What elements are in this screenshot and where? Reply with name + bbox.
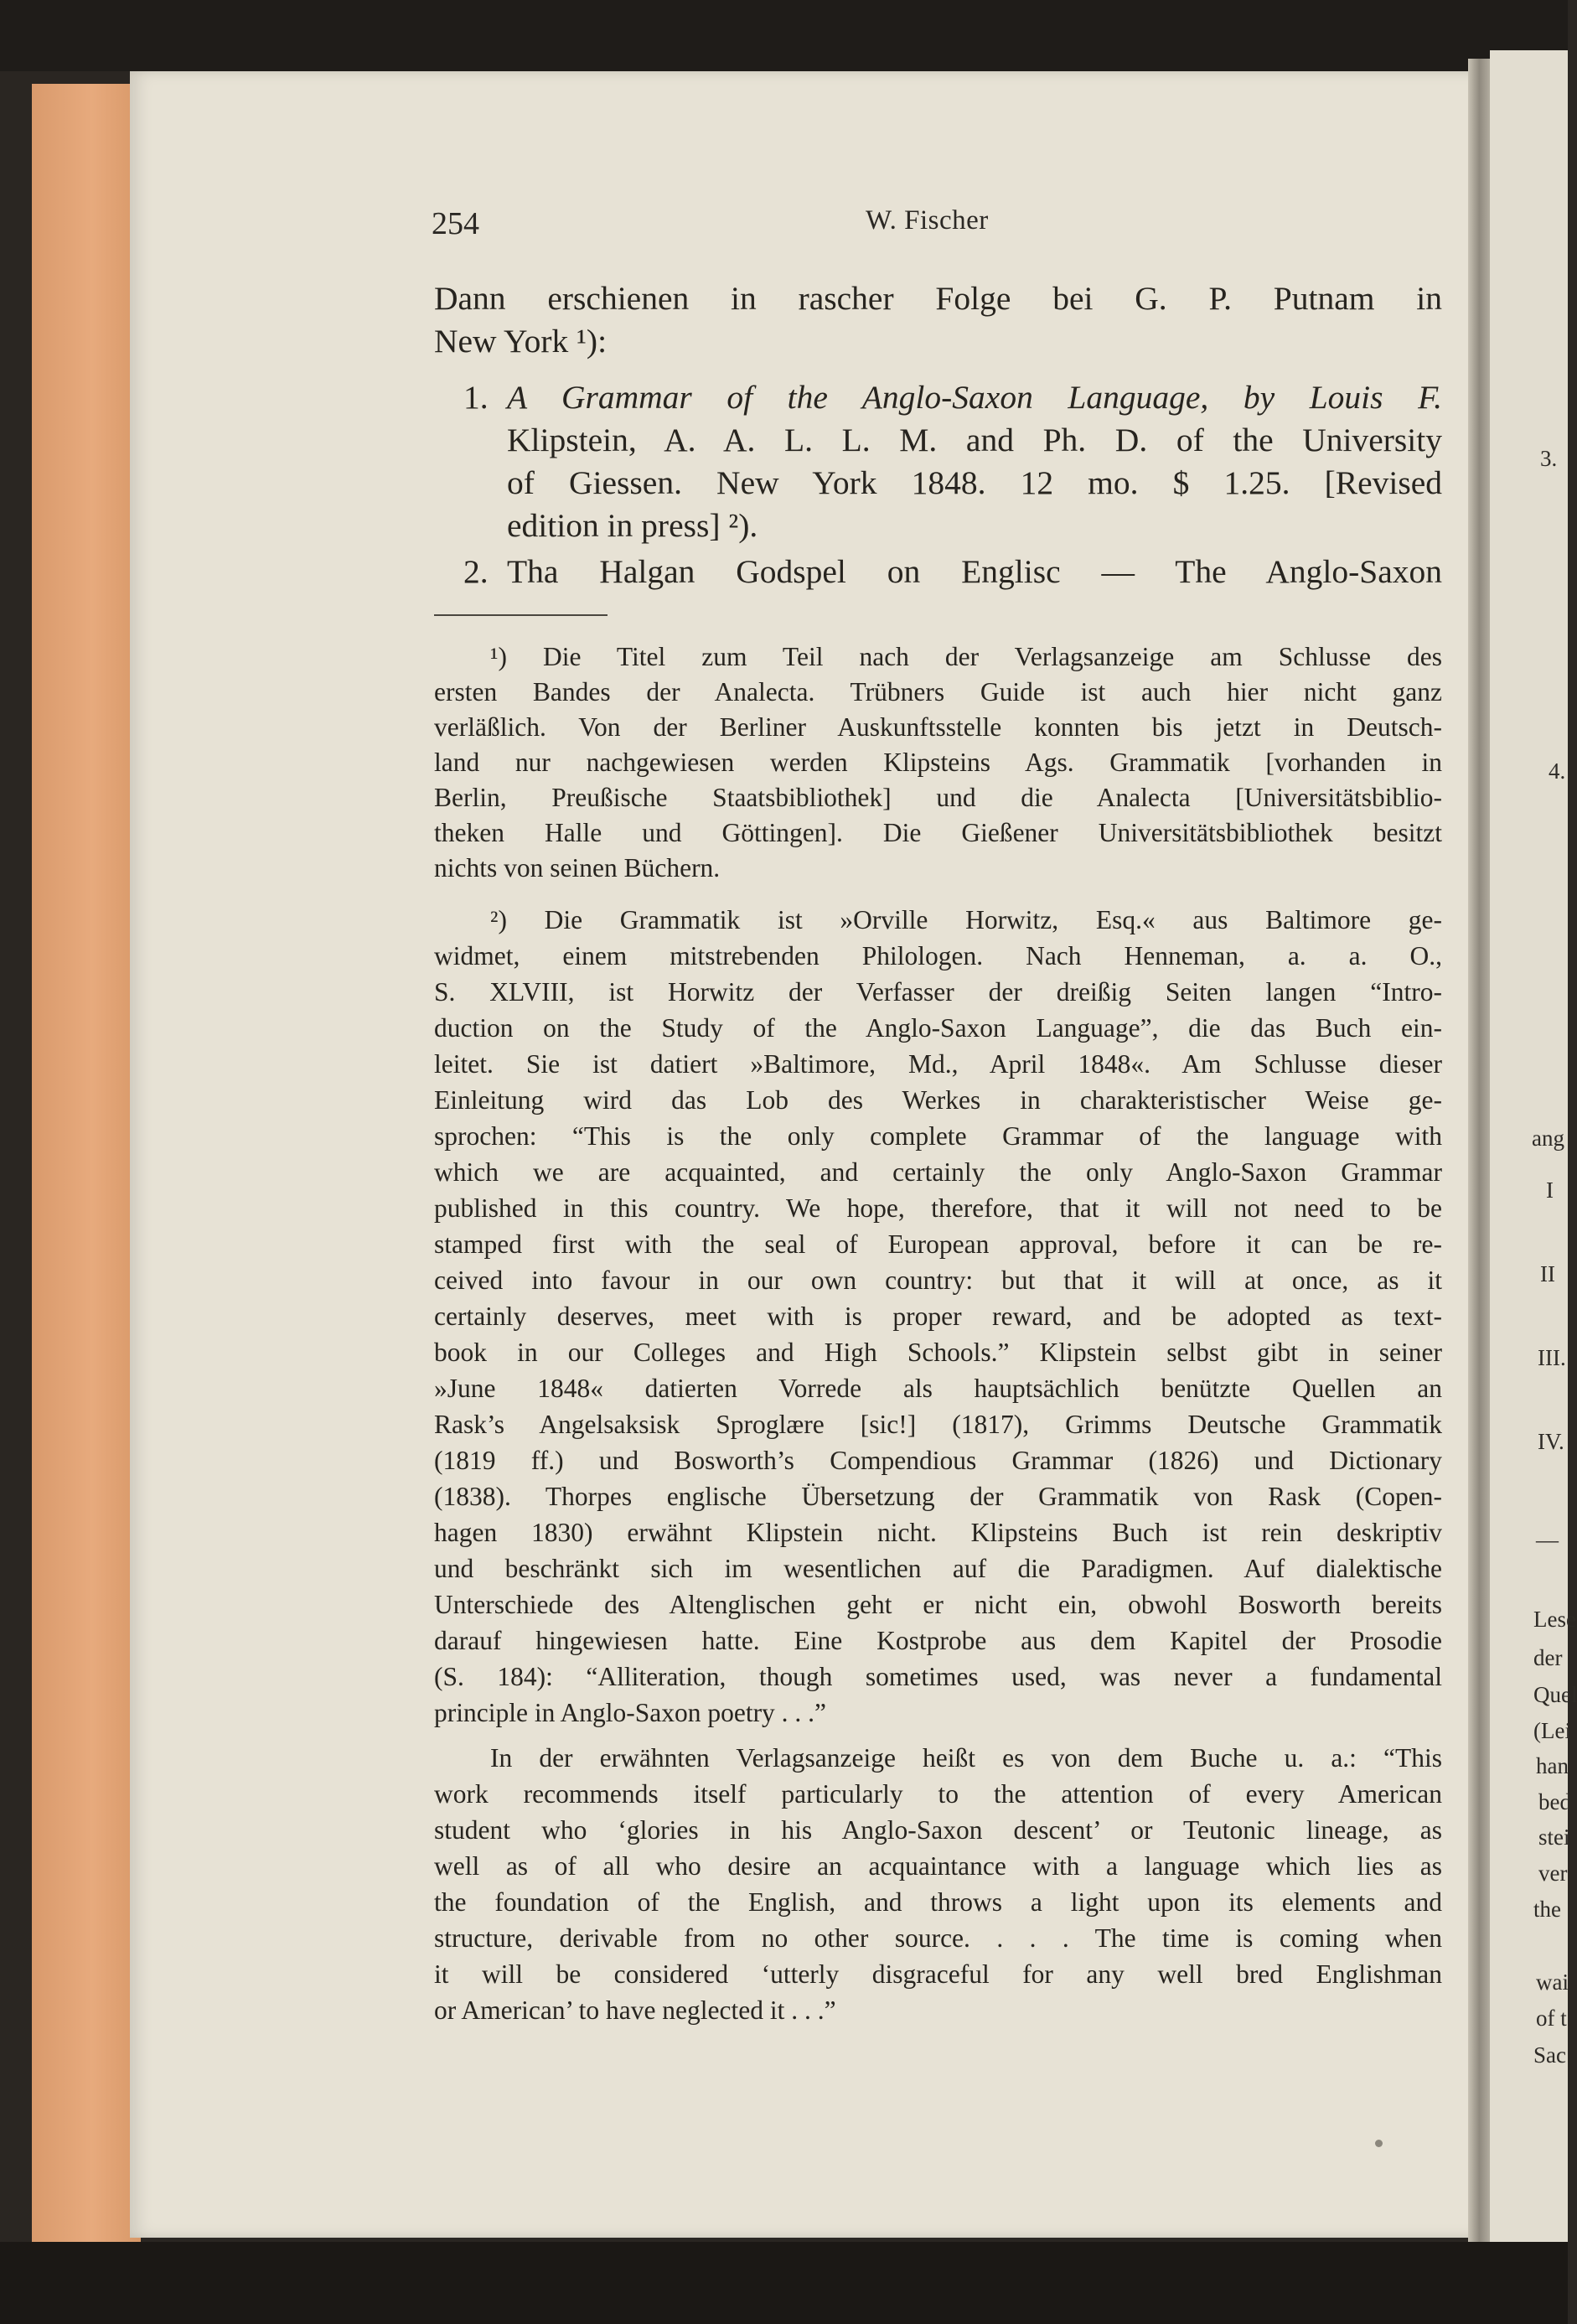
footnote-line: work recommends itself particularly to the attention of every American (434, 1779, 1442, 1809)
footnote-line: sprochen: “This is the only complete Grammar of the language with (434, 1121, 1442, 1151)
footnote-line: Berlin, Preußische Staatsbibliothek] und die Analecta [Universitätsbiblio- (434, 783, 1442, 812)
footnote-line: widmet, einem mitstrebenden Philologen. Nach Henneman, a. a. O., (434, 941, 1442, 970)
list-item-number: 2. (463, 553, 489, 590)
adjacent-page-fragment: ver (1538, 1861, 1568, 1886)
running-head: W. Fischer (866, 205, 989, 236)
adjacent-page-fragment: — (1536, 1527, 1559, 1552)
footnote-line: theken Halle und Göttingen]. Die Gießener Universitätsbibliothek besitzt (434, 818, 1442, 847)
footnote-line: principle in Anglo-Saxon poetry . . .” (434, 1698, 827, 1727)
footnote-line: leitet. Sie ist datiert »Baltimore, Md., April 1848«. Am Schlusse dieser (434, 1049, 1442, 1079)
footnote-line: (S. 184): “Alliteration, though sometimes used, was never a fundamental (434, 1662, 1442, 1691)
adjacent-page-fragment: I (1546, 1178, 1554, 1203)
footnote-line: the foundation of the English, and throws a light upon its elements and (434, 1887, 1442, 1917)
adjacent-page-fragment: IV. (1538, 1429, 1564, 1454)
list-item-line: edition in press] ²). (507, 507, 758, 544)
footnote-line: stamped first with the seal of European approval, before it can be re- (434, 1229, 1442, 1259)
footnote-line: ¹) Die Titel zum Teil nach der Verlagsanzeige am Schlusse des (490, 642, 1442, 671)
footnote-line: Einleitung wird das Lob des Werkes in charakteristischer Weise ge- (434, 1085, 1442, 1115)
adjacent-page-fragment: bed (1538, 1789, 1571, 1814)
footnote-line: (1819 ff.) und Bosworth’s Compendious Grammar (1826) und Dictionary (434, 1446, 1442, 1475)
footnote-line: »June 1848« datierten Vorrede als hauptsächlich benützte Quellen an (434, 1374, 1442, 1403)
footnote-line: ceived into favour in our own country: but that it will at once, as it (434, 1266, 1442, 1295)
body-line: New York ¹): (434, 323, 608, 360)
footnote-line: Rask’s Angelsaksisk Sproglære [sic!] (1817), Grimms Deutsche Grammatik (434, 1410, 1442, 1439)
list-item-line: of Giessen. New York 1848. 12 mo. $ 1.25. [Revised (507, 464, 1442, 501)
adjacent-page-fragment: Sac (1533, 2042, 1566, 2068)
adjacent-page-fragment: 4. (1549, 758, 1566, 784)
footnote-line: structure, derivable from no other source. . . . The time is coming when (434, 1923, 1442, 1953)
footnote-line: In der erwähnten Verlagsanzeige heißt es von dem Buche u. a.: “This (490, 1743, 1442, 1773)
footnote-line: well as of all who desire an acquaintance with a language which lies as (434, 1851, 1442, 1881)
adjacent-page-fragment: (Lei (1533, 1718, 1571, 1743)
adjacent-page-fragment: Quel (1533, 1682, 1577, 1707)
footnote-line: Unterschiede des Altenglischen geht er nicht ein, obwohl Bosworth bereits (434, 1590, 1442, 1619)
adjacent-page-fragment: stei (1538, 1825, 1570, 1850)
adjacent-page-fragment: ang (1532, 1126, 1564, 1151)
footnote-line: certainly deserves, meet with is proper reward, and be adopted as text- (434, 1302, 1442, 1331)
footnote-line: ²) Die Grammatik ist »Orville Horwitz, Esq.« aus Baltimore ge- (490, 905, 1442, 934)
footnote-line: nichts von seinen Büchern. (434, 853, 721, 882)
footnote-line: published in this country. We hope, therefore, that it will not need to be (434, 1193, 1442, 1223)
footnote-line: duction on the Study of the Anglo-Saxon Language”, die das Buch ein- (434, 1013, 1442, 1043)
footnote-line: (1838). Thorpes englische Übersetzung der Grammatik von Rask (Copen- (434, 1482, 1442, 1511)
book-cover-edge (32, 84, 141, 2248)
footnote-line: it will be considered ‘utterly disgraceful for any well bred Englishman (434, 1959, 1442, 1989)
page-speck (1375, 2140, 1383, 2147)
adjacent-page-fragment: 3. (1540, 446, 1558, 471)
body-line: Dann erschienen in rascher Folge bei G. P. Putnam in (434, 280, 1442, 317)
footnote-line: und beschränkt sich im wesentlichen auf die Paradigmen. Auf dialektische (434, 1554, 1442, 1583)
adjacent-page-fragment: der (1533, 1645, 1563, 1670)
footnote-rule (434, 614, 608, 616)
page-number: 254 (432, 206, 479, 241)
adjacent-page-fragment: of t (1536, 2006, 1567, 2031)
footnote-line: ersten Bandes der Analecta. Trübners Guide ist auch hier nicht ganz (434, 677, 1442, 707)
footnote-line: land nur nachgewiesen werden Klipsteins Ags. Grammatik [vorhanden in (434, 748, 1442, 777)
scanner-bed-bottom (0, 2242, 1568, 2324)
footnote-line: book in our Colleges and High Schools.” Klipstein selbst gibt in seiner (434, 1338, 1442, 1367)
scanner-bed-top (0, 0, 1568, 71)
adjacent-page-fragment: wai (1536, 1969, 1569, 1995)
list-item-line: Klipstein, A. A. L. L. M. and Ph. D. of the University (507, 422, 1442, 458)
adjacent-page-fragment: han (1536, 1753, 1569, 1778)
adjacent-page (1490, 50, 1577, 2246)
footnote-line: darauf hingewiesen hatte. Eine Kostprobe aus dem Kapitel der Prosodie (434, 1626, 1442, 1655)
footnote-line: or American’ to have neglected it . . .” (434, 1995, 836, 2025)
footnote-line: hagen 1830) erwähnt Klipstein nicht. Klipsteins Buch ist rein deskriptiv (434, 1518, 1442, 1547)
list-item-line: A Grammar of the Anglo-Saxon Language, by Louis F. (507, 379, 1442, 416)
adjacent-page-fragment: II (1540, 1261, 1555, 1286)
list-item-line: Tha Halgan Godspel on Englisc — The Anglo-Saxon (507, 553, 1442, 590)
adjacent-page-fragment: III. (1538, 1345, 1566, 1370)
footnote-line: S. XLVIII, ist Horwitz der Verfasser der dreißig Seiten langen “Intro- (434, 977, 1442, 1007)
footnote-line: student who ‘glories in his Anglo-Saxon descent’ or Teutonic lineage, as (434, 1815, 1442, 1845)
footnote-line: which we are acquainted, and certainly the only Anglo-Saxon Grammar (434, 1157, 1442, 1187)
list-item-number: 1. (463, 379, 489, 416)
footnote-line: verläßlich. Von der Berliner Auskunftsstelle konnten bis jetzt in Deutsch- (434, 712, 1442, 742)
adjacent-page-fragment: the (1533, 1897, 1561, 1922)
adjacent-page-fragment: Lese (1533, 1607, 1576, 1632)
